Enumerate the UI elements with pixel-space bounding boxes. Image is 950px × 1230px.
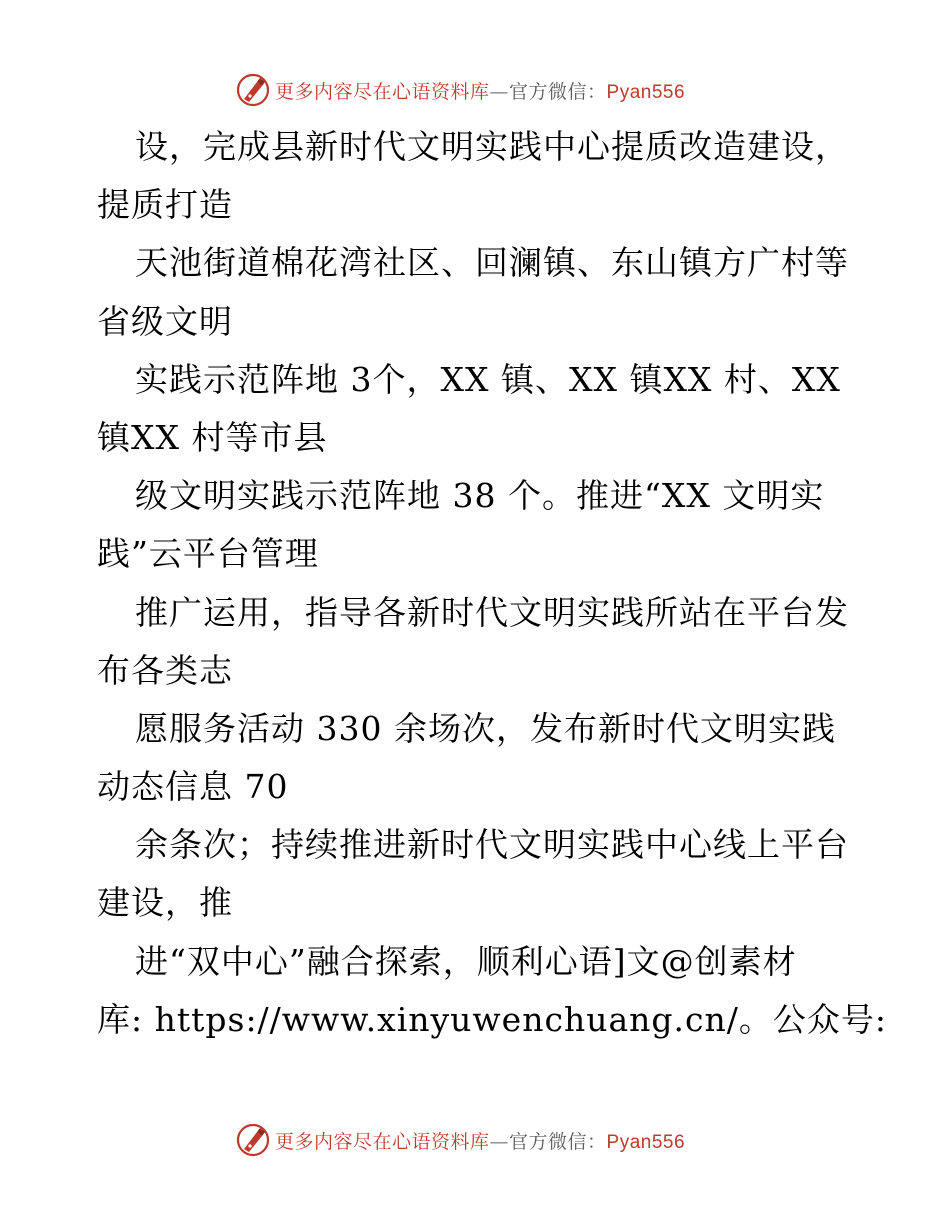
body-line: 践”云平台管理: [97, 534, 319, 574]
body-line: 镇XX 村等市县: [97, 417, 328, 457]
banner-dash: —: [489, 1130, 510, 1153]
banner-site-text: 更多内容尽在心语资料库: [275, 1130, 490, 1153]
footer-banner[interactable]: [235, 1122, 715, 1158]
body-line: 动态信息 70: [97, 767, 289, 807]
body-line: 进“双中心”融合探索，顺利心语]文@创素材: [135, 941, 797, 981]
body-line: 提质打造: [97, 185, 233, 225]
body-line: 建设，推: [97, 883, 233, 923]
pen-nib-logo-icon: [235, 72, 271, 108]
banner-site-text: 更多内容尽在心语资料库: [275, 80, 490, 103]
body-line: 省级文明: [97, 301, 233, 341]
banner-wechat-id: Pyan556: [606, 81, 686, 103]
banner-text: [275, 1127, 685, 1154]
body-line: 余条次；持续推进新时代文明实践中心线上平台: [135, 825, 849, 865]
body-line: 布各类志: [97, 650, 233, 690]
body-line: 级文明实践示范阵地 38 个。推进“XX 文明实: [135, 476, 825, 516]
body-line: 愿服务活动 330 余场次，发布新时代文明实践: [135, 708, 836, 748]
body-line: 推广运用，指导各新时代文明实践所站在平台发: [135, 592, 849, 632]
document-body: [97, 118, 887, 1049]
banner-wechat-label: 官方微信：: [509, 1130, 607, 1153]
banner-wechat-id: Pyan556: [606, 1131, 686, 1153]
banner-wechat-label: 官方微信：: [509, 80, 607, 103]
body-line: 实践示范阵地 3个，XX 镇、XX 镇XX 村、XX: [135, 359, 841, 399]
banner-text: [275, 77, 685, 104]
body-line: 设，完成县新时代文明实践中心提质改造建设，: [135, 127, 849, 166]
pen-nib-logo-icon: [235, 1122, 271, 1158]
banner-dash: —: [489, 80, 510, 103]
body-line: 库: https://www.xinyuwenchuang.cn/。公众号:: [97, 999, 887, 1039]
body-line: 天池街道棉花湾社区、回澜镇、东山镇方广村等: [135, 243, 849, 283]
header-banner[interactable]: [235, 72, 715, 108]
